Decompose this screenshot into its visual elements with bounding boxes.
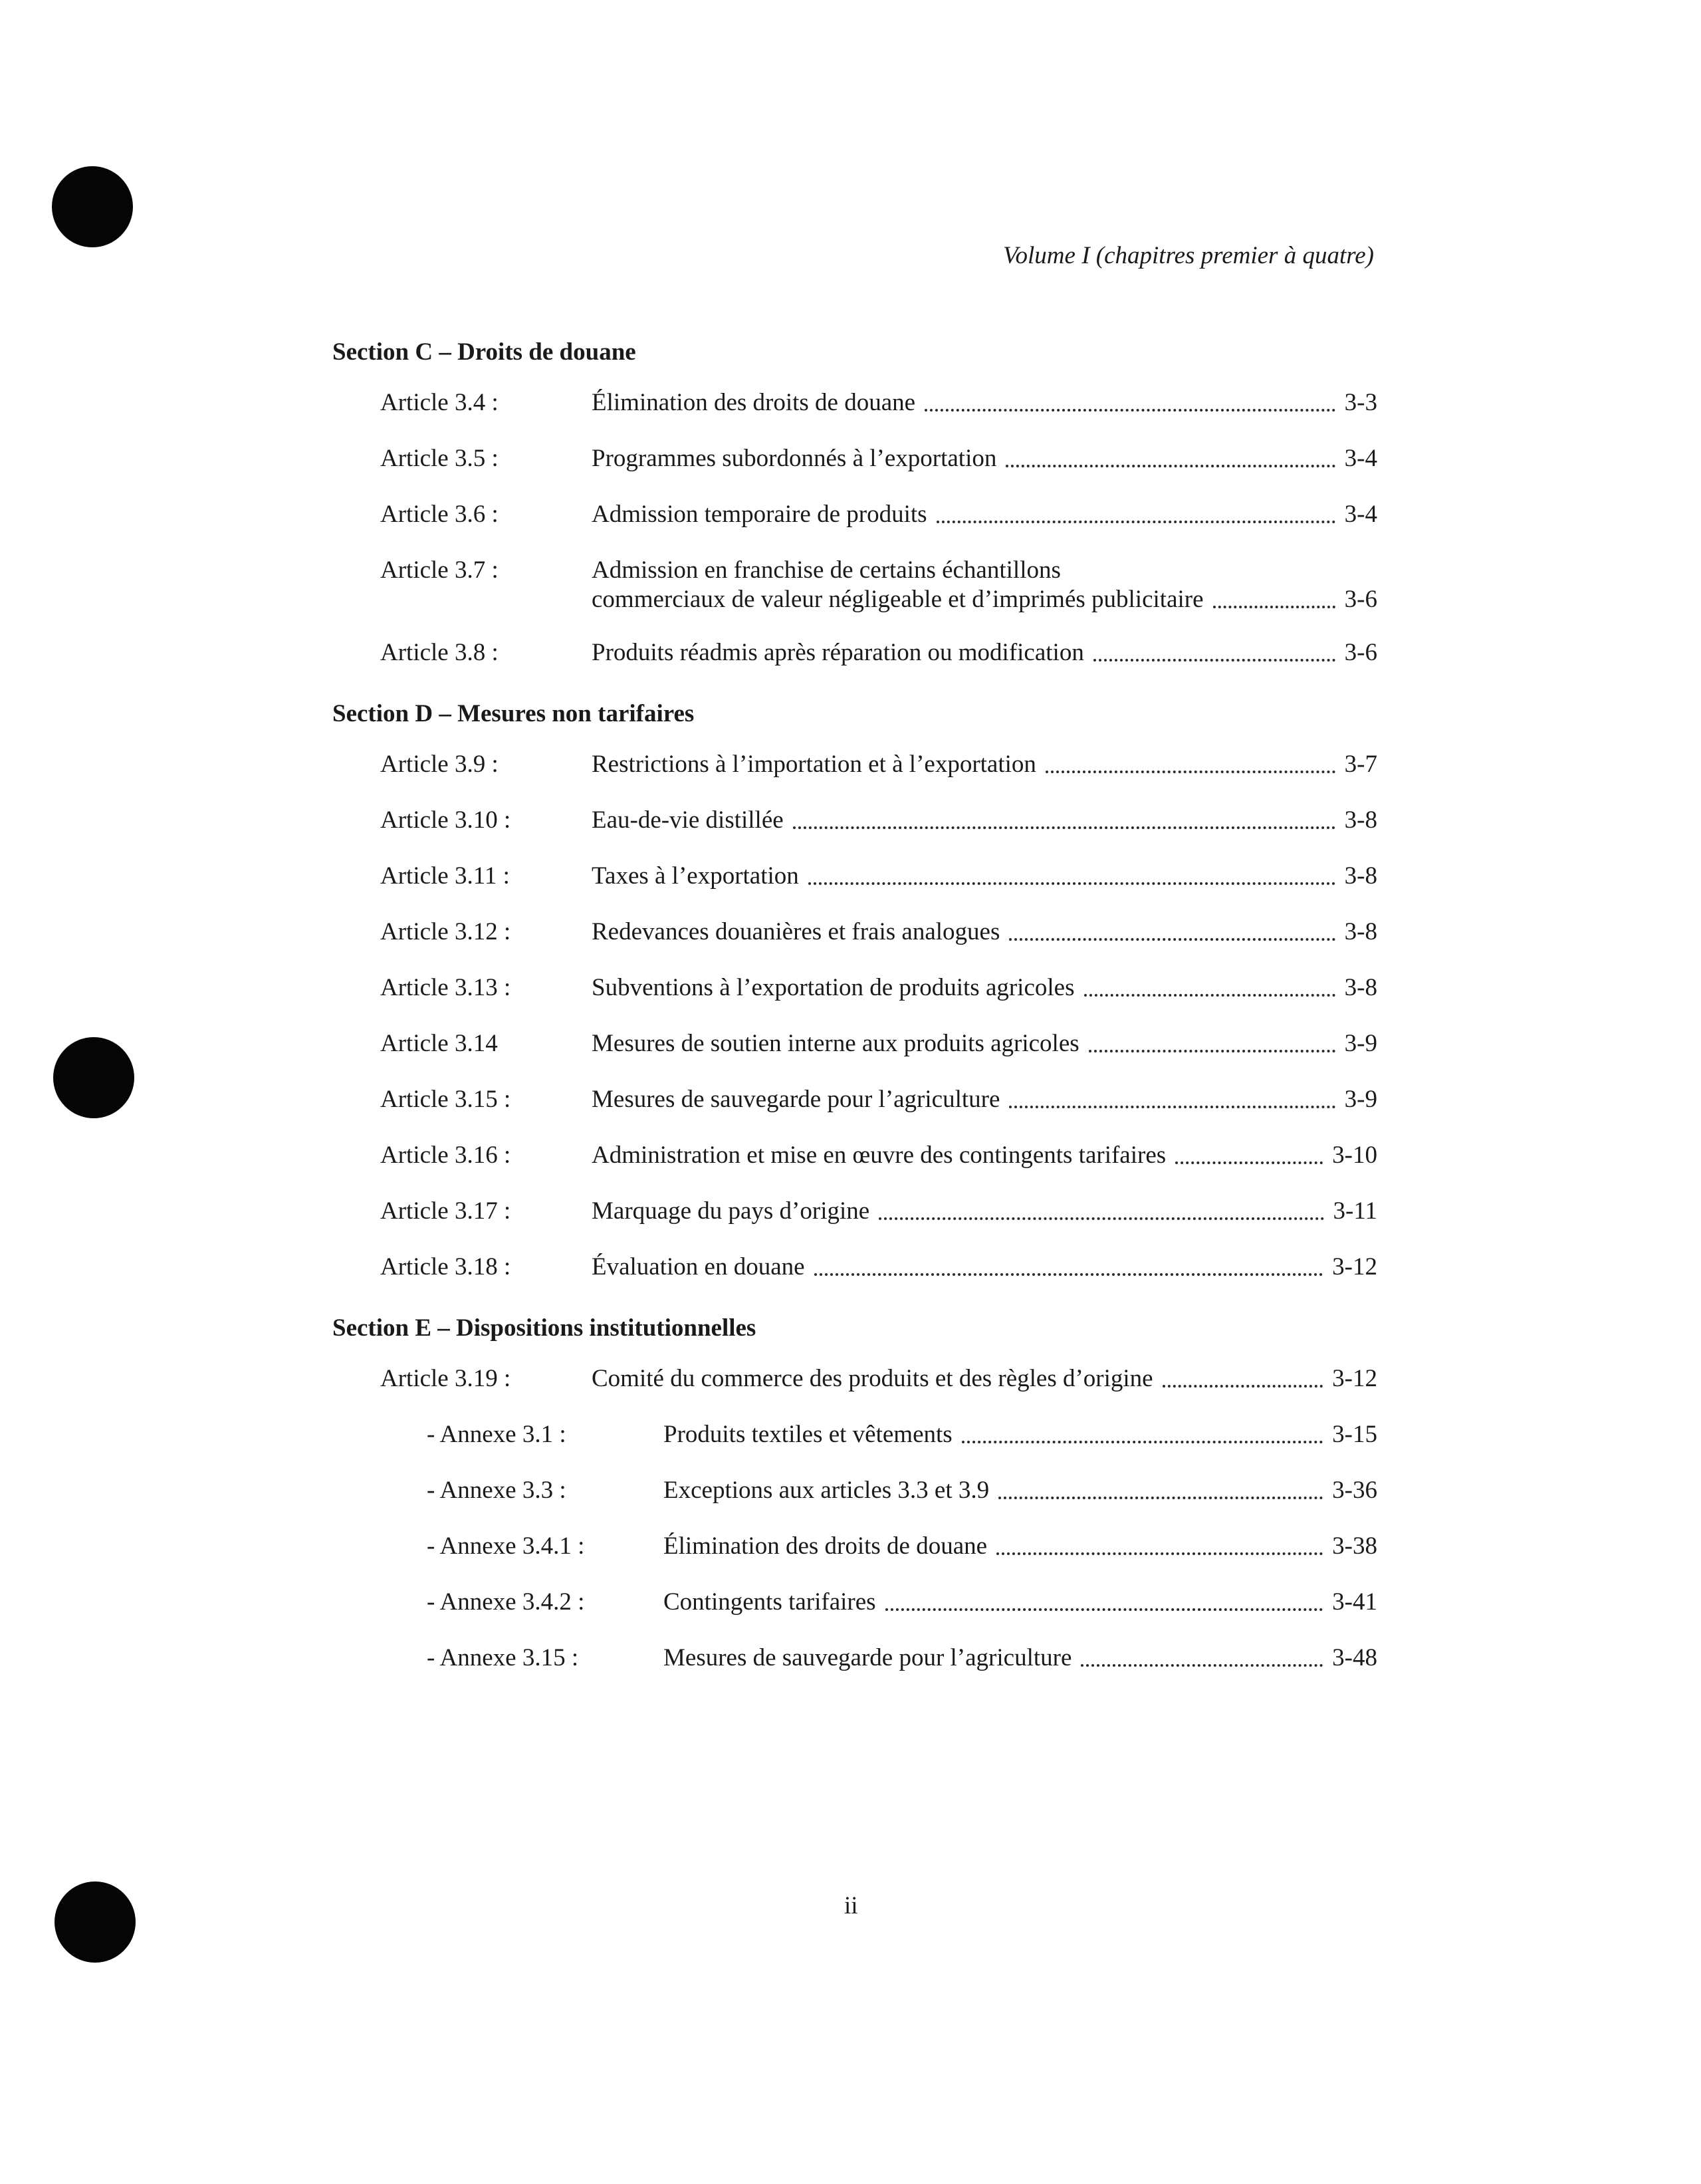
dot-leader: [1046, 771, 1335, 773]
toc-entry[interactable]: [332, 556, 1377, 638]
article-label: Article 3.11 :: [380, 862, 510, 890]
entry-title: Eau-de-vie distillée: [592, 806, 784, 834]
entry-page-number: 3-8: [1344, 806, 1377, 834]
article-label: Article 3.13 :: [380, 974, 511, 1001]
dot-leader: [998, 1497, 1323, 1499]
article-label: Article 3.18 :: [380, 1253, 511, 1280]
entry-page-number: 3-6: [1344, 639, 1377, 666]
toc-entry[interactable]: [332, 1141, 1377, 1197]
toc-entry[interactable]: [332, 1364, 1377, 1420]
entry-page-number: 3-36: [1332, 1477, 1377, 1504]
entry-page-number: 3-7: [1344, 751, 1377, 778]
article-label: Article 3.10 :: [380, 806, 511, 834]
entry-page-number: 3-8: [1344, 918, 1377, 945]
toc-entry[interactable]: [332, 973, 1377, 1029]
entry-page-number: 3-38: [1332, 1532, 1377, 1560]
toc-entry[interactable]: [332, 388, 1377, 444]
entry-page-number: 3-11: [1333, 1197, 1377, 1225]
article-label: Article 3.8 :: [380, 639, 499, 666]
article-label: Article 3.9 :: [380, 751, 499, 778]
entry-title: Comité du commerce des produits et des règles d’origine: [592, 1365, 1153, 1392]
entry-page-number: 3-6: [1344, 586, 1377, 613]
section-heading: Section E – Dispositions institutionnelles: [332, 1314, 756, 1342]
article-label: Article 3.4 :: [380, 389, 499, 416]
entry-title: Mesures de sauvegarde pour l’agriculture: [663, 1644, 1072, 1671]
entry-title: Admission temporaire de produits: [592, 501, 927, 528]
entry-title: Produits textiles et vêtements: [663, 1421, 953, 1448]
entry-title: commerciaux de valeur négligeable et d’imprimés publicitaire: [592, 586, 1204, 613]
punch-hole-middle: [53, 1037, 134, 1118]
entry-title: Élimination des droits de douane: [592, 389, 916, 416]
entry-title: Subventions à l’exportation de produits agricoles: [592, 974, 1075, 1001]
entry-page-number: 3-4: [1344, 501, 1377, 528]
toc-entry[interactable]: [332, 444, 1377, 500]
entry-title: Taxes à l’exportation: [592, 862, 799, 890]
punch-hole-bottom: [55, 1881, 136, 1963]
article-label: Article 3.16 :: [380, 1142, 511, 1169]
entry-title: Élimination des droits de douane: [663, 1532, 988, 1560]
entry-title: Redevances douanières et frais analogues: [592, 918, 1000, 945]
entry-page-number: 3-4: [1344, 445, 1377, 472]
table-of-contents: [332, 332, 1377, 1699]
toc-annex-entry[interactable]: [332, 1476, 1377, 1532]
toc-entry[interactable]: [332, 1029, 1377, 1085]
entry-title: Marquage du pays d’origine: [592, 1197, 870, 1225]
dot-leader: [1089, 1050, 1335, 1052]
dot-leader: [1093, 659, 1335, 662]
dot-leader: [1213, 606, 1335, 608]
toc-annex-entry[interactable]: [332, 1643, 1377, 1699]
entry-title: Contingents tarifaires: [663, 1588, 876, 1616]
dot-leader: [808, 882, 1335, 885]
dot-leader: [962, 1441, 1323, 1443]
entry-title: Mesures de sauvegarde pour l’agriculture: [592, 1086, 1000, 1113]
toc-annex-entry[interactable]: [332, 1588, 1377, 1643]
toc-annex-entry[interactable]: [332, 1420, 1377, 1476]
dot-leader: [879, 1217, 1323, 1220]
entry-page-number: 3-12: [1332, 1365, 1377, 1392]
entry-title: Produits réadmis après réparation ou modification: [592, 639, 1084, 666]
article-label: Article 3.17 :: [380, 1197, 511, 1225]
toc-entry[interactable]: [332, 500, 1377, 556]
running-header: Volume I (chapitres premier à quatre): [1003, 242, 1374, 269]
dot-leader: [996, 1552, 1323, 1555]
toc-entry[interactable]: [332, 1197, 1377, 1253]
entry-title: Restrictions à l’importation et à l’exportation: [592, 751, 1036, 778]
dot-leader: [1175, 1161, 1323, 1164]
toc-entry[interactable]: [332, 638, 1377, 694]
article-label: Article 3.19 :: [380, 1365, 511, 1392]
entry-page-number: 3-3: [1344, 389, 1377, 416]
entry-title: Programmes subordonnés à l’exportation: [592, 445, 997, 472]
annex-label: - Annexe 3.4.1 :: [427, 1532, 585, 1560]
dot-leader: [1009, 938, 1335, 941]
dot-leader: [1084, 994, 1335, 997]
dot-leader: [925, 409, 1335, 412]
dot-leader: [1081, 1664, 1323, 1667]
entry-page-number: 3-15: [1332, 1421, 1377, 1448]
article-label: Article 3.6 :: [380, 501, 499, 528]
article-label: Article 3.12 :: [380, 918, 511, 945]
entry-page-number: 3-12: [1332, 1253, 1377, 1280]
entry-page-number: 3-41: [1332, 1588, 1377, 1616]
entry-page-number: 3-8: [1344, 974, 1377, 1001]
dot-leader: [937, 521, 1335, 523]
punch-hole-top: [52, 166, 133, 247]
entry-page-number: 3-9: [1344, 1086, 1377, 1113]
toc-annex-entry[interactable]: [332, 1532, 1377, 1588]
article-label: Article 3.15 :: [380, 1086, 511, 1113]
toc-entry[interactable]: [332, 806, 1377, 862]
section-heading: Section C – Droits de douane: [332, 338, 636, 366]
toc-entry[interactable]: [332, 1085, 1377, 1141]
annex-label: - Annexe 3.4.2 :: [427, 1588, 585, 1616]
entry-title: Exceptions aux articles 3.3 et 3.9: [663, 1477, 990, 1504]
entry-page-number: 3-8: [1344, 862, 1377, 890]
dot-leader: [1163, 1385, 1323, 1388]
entry-page-number: 3-48: [1332, 1644, 1377, 1671]
article-label: Article 3.14: [380, 1030, 498, 1057]
annex-label: - Annexe 3.1 :: [427, 1421, 566, 1448]
annex-label: - Annexe 3.15 :: [427, 1644, 579, 1671]
dot-leader: [885, 1608, 1323, 1611]
dot-leader: [1009, 1106, 1335, 1108]
annex-label: - Annexe 3.3 :: [427, 1477, 566, 1504]
dot-leader: [793, 826, 1335, 829]
toc-entry[interactable]: [332, 750, 1377, 806]
entry-title: Admission en franchise de certains échantillons: [592, 556, 1061, 584]
entry-title: Administration et mise en œuvre des contingents tarifaires: [592, 1142, 1167, 1169]
article-label: Article 3.7 :: [380, 556, 499, 584]
entry-page-number: 3-10: [1332, 1142, 1377, 1169]
toc-entry[interactable]: [332, 917, 1377, 973]
entry-page-number: 3-9: [1344, 1030, 1377, 1057]
entry-title: Mesures de soutien interne aux produits agricoles: [592, 1030, 1079, 1057]
dot-leader: [1006, 465, 1335, 467]
toc-entry[interactable]: [332, 862, 1377, 917]
article-label: Article 3.5 :: [380, 445, 499, 472]
toc-entry[interactable]: [332, 1253, 1377, 1308]
page-number: ii: [844, 1892, 858, 1919]
entry-title: Évaluation en douane: [592, 1253, 805, 1280]
dot-leader: [814, 1273, 1323, 1276]
section-heading: Section D – Mesures non tarifaires: [332, 700, 695, 727]
